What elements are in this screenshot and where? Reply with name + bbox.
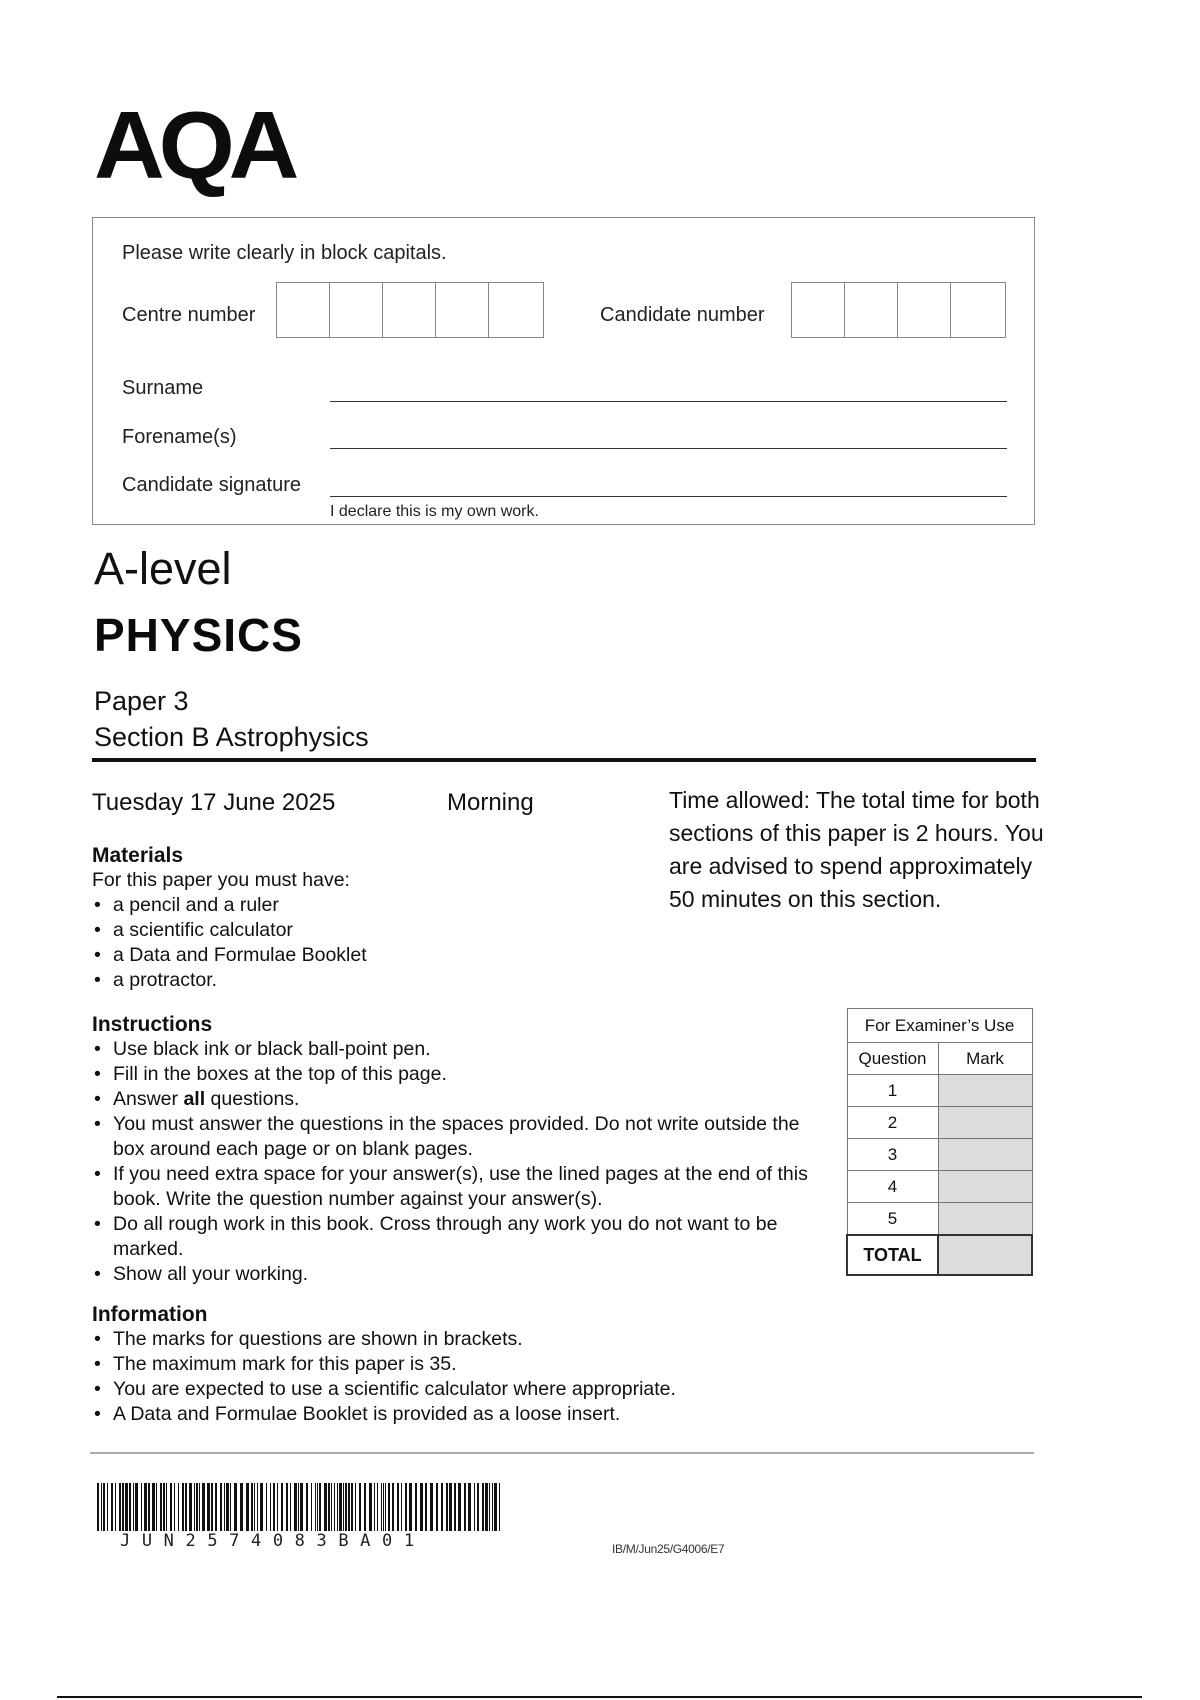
signature-field[interactable] [330, 496, 1007, 497]
list-item: • Do all rough work in this book. Cross through any work you do not want to be marked. [92, 1212, 827, 1262]
materials-intro: For this paper you must have: [92, 869, 350, 891]
barcode-bar [273, 1483, 275, 1531]
question-column-header: Question [847, 1043, 938, 1075]
section-title: Section B Astrophysics [94, 722, 369, 752]
total-mark-cell[interactable] [938, 1235, 1032, 1275]
list-item: • You are expected to use a scientific calculator where appropriate. [92, 1377, 827, 1402]
table-row [847, 1171, 1032, 1203]
list-item: • a Data and Formulae Booklet [92, 943, 712, 968]
barcode-bar [334, 1483, 335, 1531]
list-item: • Show all your working. [92, 1262, 827, 1287]
barcode-bar [115, 1483, 116, 1531]
question-number: 3 [847, 1139, 938, 1171]
candidate-number-digit-box[interactable] [845, 283, 898, 337]
mark-cell[interactable] [938, 1171, 1032, 1203]
barcode-bar [163, 1483, 165, 1531]
barcode-bar [415, 1483, 417, 1531]
examiner-table-caption: For Examiner’s Use [847, 1009, 1032, 1043]
question-number: 4 [847, 1171, 938, 1203]
exam-session: Morning [447, 789, 534, 816]
declaration-text: I declare this is my own work. [330, 503, 539, 520]
table-row [847, 1139, 1032, 1171]
barcode-bar [315, 1483, 316, 1531]
subject-title: PHYSICS [94, 609, 303, 661]
table-row [847, 1203, 1032, 1236]
candidate-details-box [92, 217, 1035, 525]
barcode-bar [364, 1483, 366, 1531]
barcode-bar [294, 1483, 297, 1531]
barcode-bar [156, 1483, 157, 1531]
barcode-bar [430, 1483, 433, 1531]
barcode-bar [202, 1483, 205, 1531]
block-capitals-instruction: Please write clearly in block capitals. [122, 242, 447, 264]
barcode-bar [409, 1483, 412, 1531]
barcode-bar [160, 1483, 162, 1531]
barcode-bar [355, 1483, 356, 1531]
mark-cell[interactable] [938, 1139, 1032, 1171]
barcode-bar [425, 1483, 427, 1531]
barcode-bar [345, 1483, 347, 1531]
barcode-bar [141, 1483, 142, 1531]
qualification-level: A-level [94, 543, 232, 594]
barcode-bar [381, 1483, 382, 1531]
candidate-number-label: Candidate number [600, 304, 765, 326]
centre-number-label: Centre number [122, 304, 256, 326]
forenames-label: Forename(s) [122, 426, 237, 448]
barcode-bar [489, 1483, 490, 1531]
barcode-bar [144, 1483, 147, 1531]
barcode-bar [397, 1483, 399, 1531]
barcode-bar [170, 1483, 172, 1531]
barcode-bar [405, 1483, 407, 1531]
barcode-bar [359, 1483, 361, 1531]
barcode-bar [401, 1483, 402, 1531]
barcode-bar [348, 1483, 350, 1531]
centre-number-digit-box[interactable] [330, 283, 383, 337]
barcode-bar [246, 1483, 249, 1531]
barcode-bar [101, 1483, 102, 1531]
barcode-bar [254, 1483, 255, 1531]
barcode-bar [298, 1483, 299, 1531]
barcode-bar [226, 1483, 229, 1531]
list-item: • Use black ink or black ball-point pen. [92, 1037, 827, 1062]
barcode-bar [454, 1483, 456, 1531]
barcode-bar [374, 1483, 375, 1531]
candidate-number-boxes[interactable] [791, 282, 1006, 338]
list-item: • If you need extra space for your answer(s), use the lined pages at the end of this book. Write the question number against your answer(s). [92, 1162, 827, 1212]
barcode-bar [499, 1483, 500, 1531]
mark-cell[interactable] [938, 1203, 1032, 1236]
footer-divider [90, 1452, 1034, 1454]
barcode-bar [337, 1483, 338, 1531]
centre-number-digit-box[interactable] [277, 283, 330, 337]
barcode-bar [148, 1483, 150, 1531]
candidate-number-digit-box[interactable] [951, 283, 1004, 337]
barcode-bar [331, 1483, 332, 1531]
barcode-bar [446, 1483, 448, 1531]
barcode-bar [257, 1483, 258, 1531]
barcode-bar [277, 1483, 278, 1531]
barcode [97, 1483, 505, 1531]
barcode-bar [324, 1483, 327, 1531]
barcode-bar [234, 1483, 237, 1531]
surname-label: Surname [122, 377, 204, 399]
barcode-bar [166, 1483, 167, 1531]
instructions-heading: Instructions [92, 1013, 213, 1036]
barcode-bar [260, 1483, 263, 1531]
information-heading: Information [92, 1303, 208, 1326]
barcode-bar [441, 1483, 443, 1531]
instructions-list [92, 1037, 827, 1287]
barcode-bar [97, 1483, 99, 1531]
list-item: • You must answer the questions in the spaces provided. Do not write outside the box around each page or on blank pages. [92, 1112, 827, 1162]
barcode-bar [383, 1483, 384, 1531]
barcode-bar [369, 1483, 372, 1531]
exam-date: Tuesday 17 June 2025 [92, 789, 336, 816]
materials-heading: Materials [92, 844, 184, 867]
candidate-number-digit-box[interactable] [898, 283, 951, 337]
mark-cell[interactable] [938, 1107, 1032, 1139]
materials-list [92, 893, 712, 993]
barcode-bar [266, 1483, 267, 1531]
barcode-bar [211, 1483, 213, 1531]
signature-label: Candidate signature [122, 474, 302, 496]
time-allowed: Time allowed: The total time for both sections of this paper is 2 hours. You are advised to spend approximately 50 minutes on this section. [669, 787, 1044, 912]
mark-cell[interactable] [938, 1075, 1032, 1107]
information-section [92, 1302, 827, 1427]
barcode-bar [125, 1483, 128, 1531]
page-bottom-rule [57, 1696, 1142, 1698]
barcode-bar [388, 1483, 390, 1531]
barcode-bar [385, 1483, 386, 1531]
barcode-bar [215, 1483, 217, 1531]
barcode-bar [174, 1483, 175, 1531]
list-item: • A Data and Formulae Booklet is provided as a loose insert. [92, 1402, 827, 1427]
table-row [847, 1075, 1032, 1107]
barcode-bar [182, 1483, 184, 1531]
total-label: TOTAL [847, 1235, 938, 1275]
barcode-bar [492, 1483, 493, 1531]
list-item: • Fill in the boxes at the top of this page. [92, 1062, 827, 1087]
barcode-bar [474, 1483, 475, 1531]
centre-number-digit-box[interactable] [489, 283, 542, 337]
candidate-number-digit-box[interactable] [792, 283, 845, 337]
barcode-bar [103, 1483, 105, 1531]
barcode-bar [207, 1483, 210, 1531]
question-number: 5 [847, 1203, 938, 1236]
barcode-bar [477, 1483, 479, 1531]
barcode-bar [317, 1483, 318, 1531]
table-row [847, 1107, 1032, 1139]
barcode-bar [129, 1483, 131, 1531]
barcode-bar [199, 1483, 200, 1531]
barcode-bar [351, 1483, 353, 1531]
barcode-bar [178, 1483, 179, 1531]
instructions-section [92, 1012, 827, 1287]
barcode-bar [306, 1483, 308, 1531]
barcode-bar [189, 1483, 192, 1531]
list-item: • a pencil and a ruler [92, 893, 712, 918]
barcode-bar [107, 1483, 108, 1531]
barcode-bar [339, 1483, 342, 1531]
title-divider [92, 758, 1036, 762]
barcode-bar [224, 1483, 225, 1531]
barcode-bar [119, 1483, 121, 1531]
centre-number-digit-box[interactable] [436, 283, 489, 337]
barcode-bar [135, 1483, 138, 1531]
barcode-bar [251, 1483, 253, 1531]
surname-field[interactable] [330, 401, 1007, 402]
barcode-bar [482, 1483, 484, 1531]
barcode-bar [286, 1483, 288, 1531]
barcode-text: JUN2574083BA01 [120, 1531, 426, 1551]
barcode-bar [152, 1483, 155, 1531]
barcode-bar [111, 1483, 113, 1531]
barcode-bar [494, 1483, 497, 1531]
barcode-bar [436, 1483, 438, 1531]
centre-number-boxes[interactable] [276, 282, 544, 338]
barcode-bar [122, 1483, 124, 1531]
paper-number: Paper 3 [94, 686, 189, 716]
mark-column-header: Mark [938, 1043, 1032, 1075]
information-list [92, 1327, 827, 1427]
list-item: • Answer all questions. [92, 1087, 827, 1112]
question-number: 1 [847, 1075, 938, 1107]
barcode-bar [458, 1483, 461, 1531]
list-item: • The marks for questions are shown in brackets. [92, 1327, 827, 1352]
barcode-bar [377, 1483, 378, 1531]
barcode-bar [281, 1483, 283, 1531]
barcode-bar [328, 1483, 330, 1531]
barcode-bar [196, 1483, 198, 1531]
list-item: • The maximum mark for this paper is 35. [92, 1352, 827, 1377]
barcode-bar [230, 1483, 231, 1531]
barcode-bar [311, 1483, 312, 1531]
barcode-bar [133, 1483, 134, 1531]
barcode-bar [449, 1483, 452, 1531]
list-item: • a protractor. [92, 968, 712, 993]
barcode-bar [194, 1483, 195, 1531]
total-row [847, 1235, 1032, 1275]
barcode-bar [343, 1483, 344, 1531]
barcode-bar [220, 1483, 222, 1531]
barcode-bar [240, 1483, 243, 1531]
barcode-bar [300, 1483, 303, 1531]
list-item: • a scientific calculator [92, 918, 712, 943]
barcode-bar [468, 1483, 471, 1531]
examiner-use-table [846, 1008, 1033, 1276]
barcode-bar [420, 1483, 423, 1531]
barcode-bar [270, 1483, 271, 1531]
paper-reference-code: IB/M/Jun25/G4006/E7 [612, 1542, 725, 1556]
question-number: 2 [847, 1107, 938, 1139]
aqa-logo: AQA [94, 92, 294, 199]
forenames-field[interactable] [330, 448, 1007, 449]
materials-section [92, 843, 712, 993]
barcode-bar [185, 1483, 187, 1531]
barcode-bar [290, 1483, 291, 1531]
barcode-bar [485, 1483, 488, 1531]
barcode-bar [319, 1483, 321, 1531]
barcode-bar [464, 1483, 466, 1531]
barcode-bar [392, 1483, 394, 1531]
centre-number-digit-box[interactable] [383, 283, 436, 337]
